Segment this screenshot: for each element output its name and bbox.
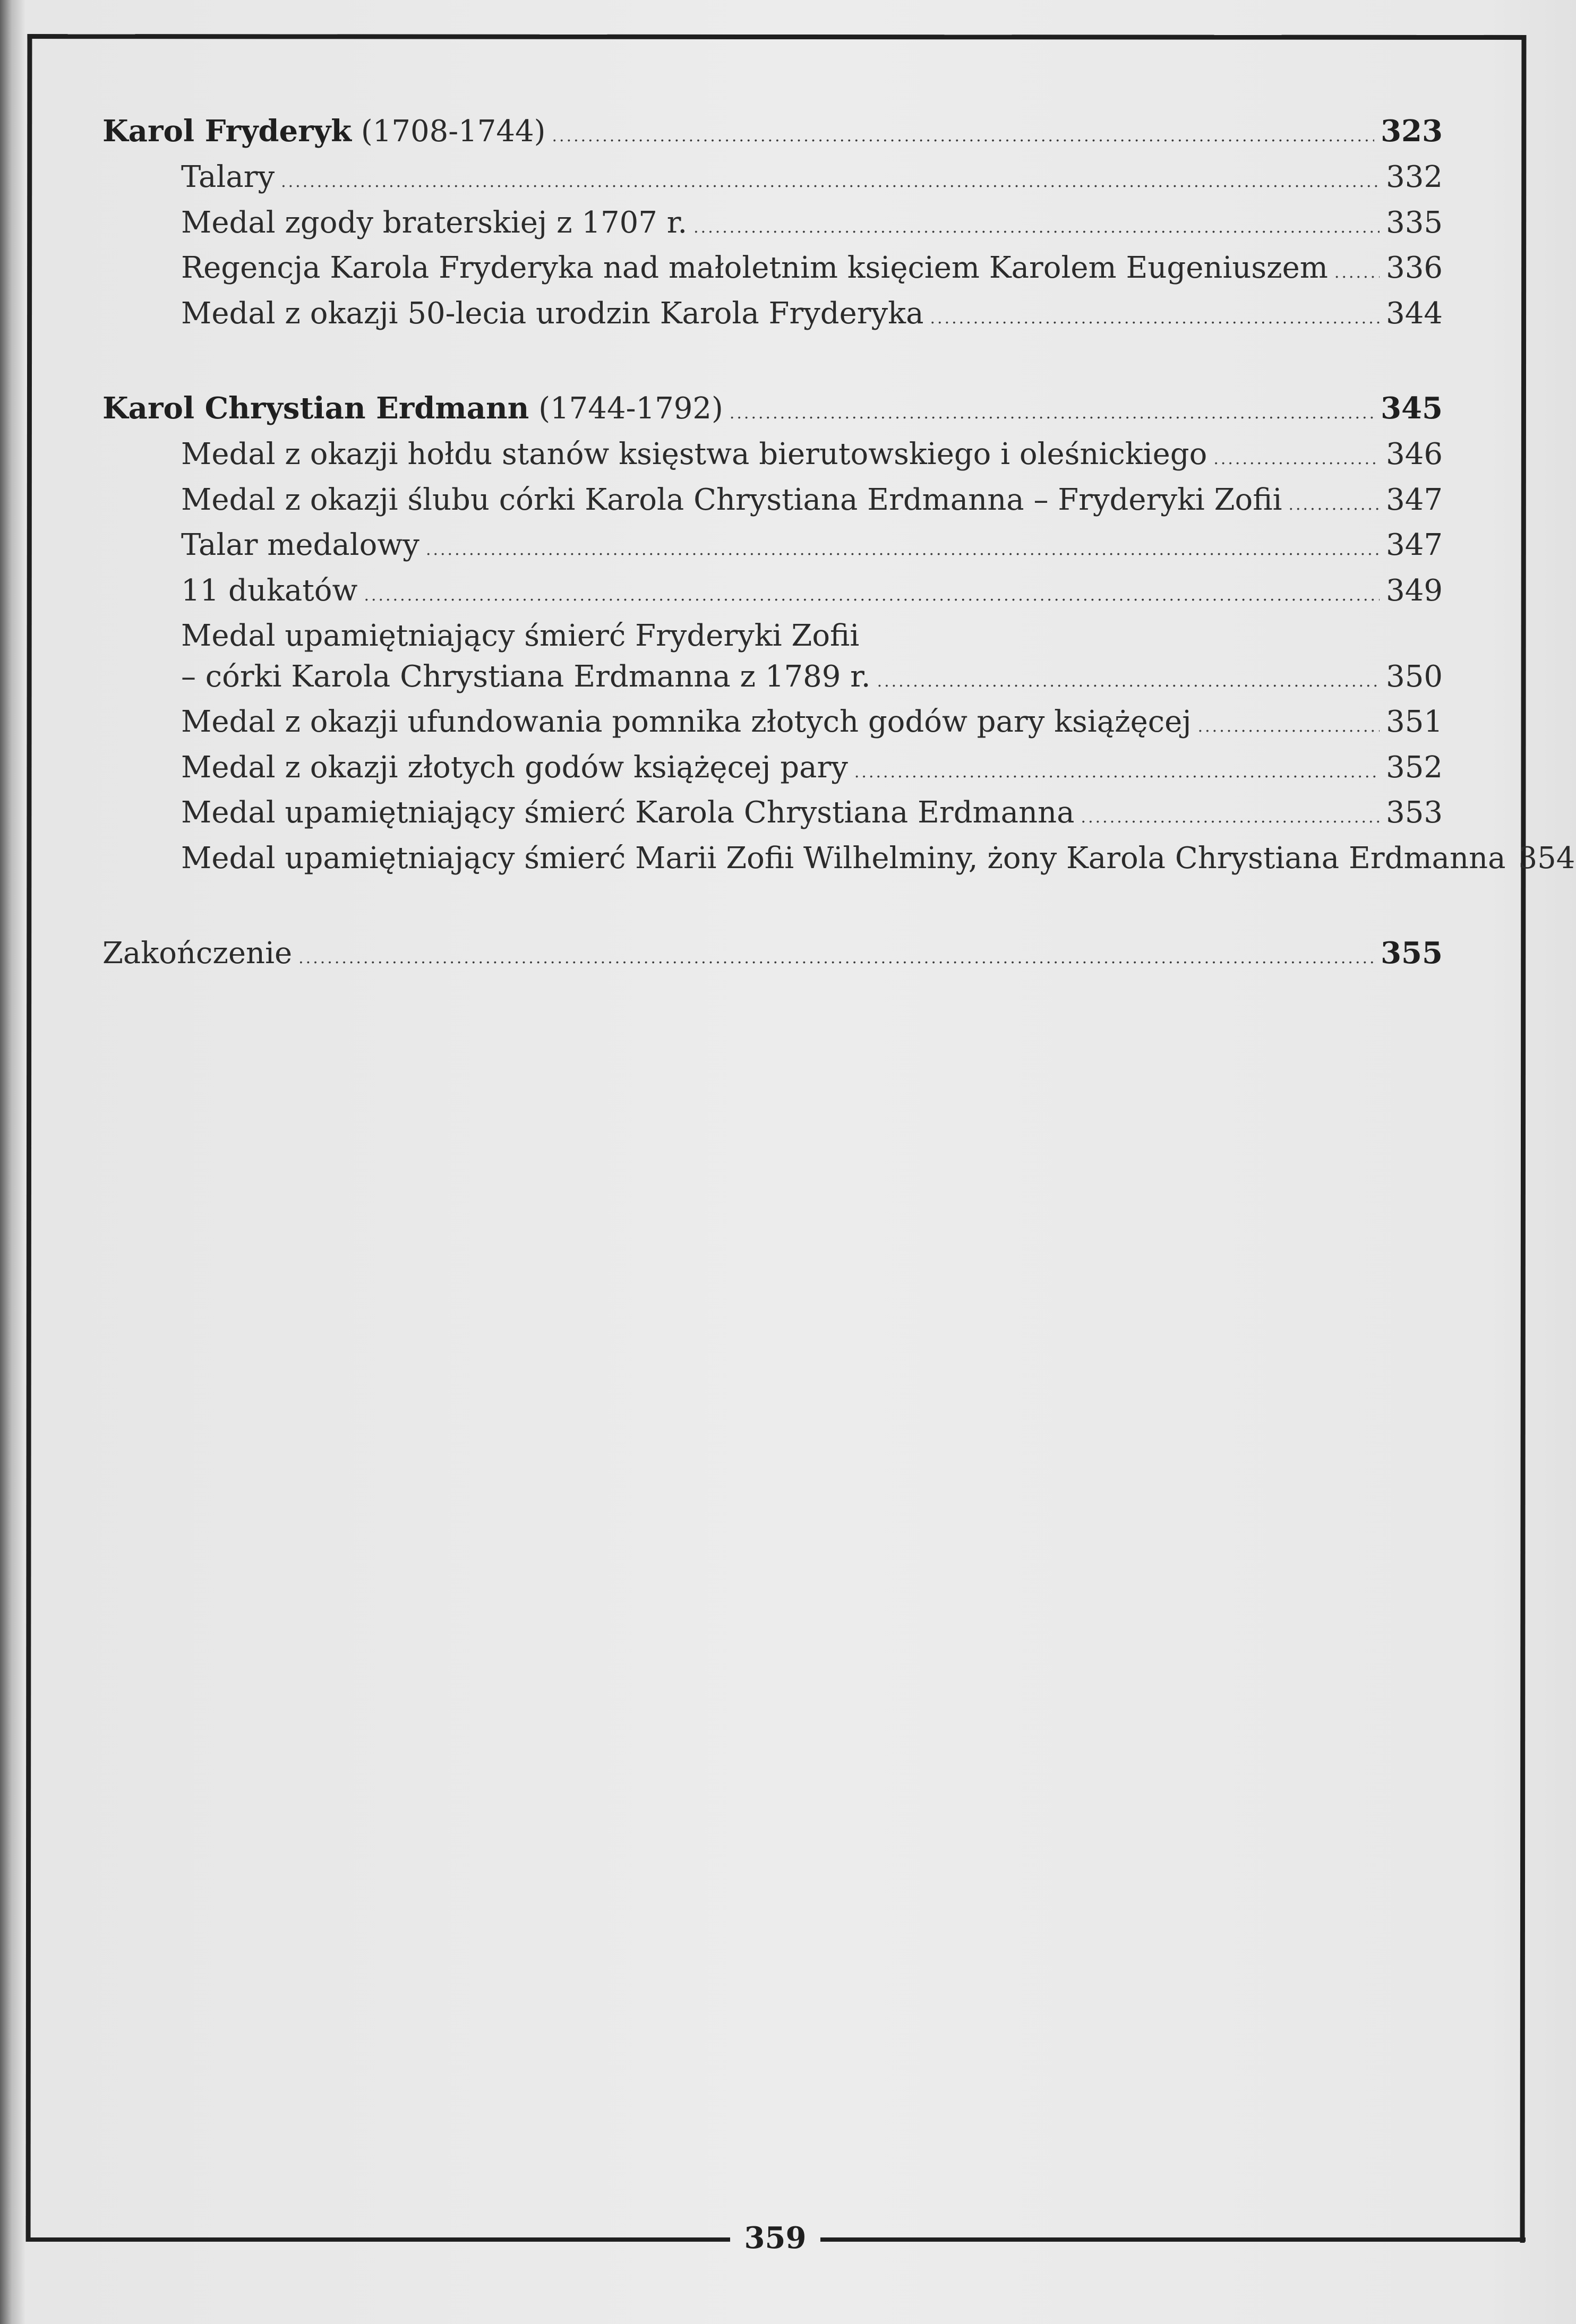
dot-leader — [693, 208, 1380, 248]
toc-entry-title-continuation: – córki Karola Chrystiana Erdmanna z 1789 r. — [181, 659, 871, 694]
toc-heading-page: 345 — [1381, 391, 1443, 426]
page-number: 359 — [744, 2220, 807, 2256]
toc-entry-title: Talary — [181, 160, 275, 194]
toc-entry-row[interactable] — [102, 294, 1443, 339]
toc-entry-page: 344 — [1386, 296, 1443, 331]
toc-section-karol-fryderyk — [102, 110, 1443, 339]
toc-entry-row-first-line[interactable] — [102, 616, 1443, 657]
toc-entry-title: Medal z okazji ufundowania pomnika złotych godów pary książęcej — [181, 705, 1192, 739]
bottom-rule-right — [820, 2237, 1526, 2242]
dot-leader — [426, 530, 1380, 571]
toc-entry-title: 11 dukatów — [181, 573, 358, 608]
toc-entry-page: 352 — [1386, 750, 1443, 785]
toc-entry-page: 347 — [1386, 482, 1443, 517]
toc-entry-row[interactable] — [102, 793, 1443, 838]
toc-entry-page: 353 — [1386, 795, 1443, 830]
toc-entry-row[interactable] — [102, 525, 1443, 571]
toc-heading-years: (1708-1744) — [361, 114, 546, 149]
toc-entry-row[interactable] — [102, 748, 1443, 793]
toc-heading-title — [102, 110, 546, 152]
toc-entry-title: Medal upamiętniający śmierć Marii Zofii Wilhelminy, żony Karola Chrystiana Erdmanna — [181, 841, 1506, 876]
toc-entry-page: 351 — [1386, 705, 1443, 739]
dot-leader — [1334, 253, 1380, 294]
toc-entry-title: Medal zgody braterskiej z 1707 r. — [181, 205, 688, 240]
toc-heading-row[interactable] — [102, 932, 1443, 979]
toc-entry-page: 335 — [1386, 205, 1443, 240]
dot-leader — [730, 393, 1374, 434]
dot-leader — [930, 298, 1380, 339]
toc-entry-page: 346 — [1386, 437, 1443, 471]
toc-entry-row[interactable] — [102, 480, 1443, 526]
toc-entry-row[interactable] — [102, 702, 1443, 748]
toc-section-karol-chrystian-erdmann — [102, 388, 1575, 884]
toc-entry-row[interactable] — [102, 157, 1443, 203]
toc-entry-title: Medal z okazji hołdu stanów księstwa bierutowskiego i oleśnickiego — [181, 437, 1207, 471]
dot-leader — [854, 752, 1380, 793]
toc-entry-page: 347 — [1386, 528, 1443, 562]
toc-entry-page: 332 — [1386, 160, 1443, 194]
toc-heading-page: 323 — [1381, 114, 1443, 149]
toc-entry-title: Medal upamiętniający śmierć Karola Chrystiana Erdmanna — [181, 795, 1075, 830]
toc-entry-title: Medal z okazji złotych godów książęcej pary — [181, 750, 848, 785]
dot-leader — [1213, 439, 1380, 480]
dot-leader — [877, 662, 1380, 702]
toc-heading-title — [102, 388, 723, 430]
toc-entry-title: Medal z okazji ślubu córki Karola Chrystiana Erdmanna – Fryderyki Zofii — [181, 482, 1282, 517]
bottom-rule-left — [27, 2237, 730, 2242]
toc-heading-name: Zakończenie — [102, 936, 293, 971]
dot-leader — [298, 938, 1374, 979]
dot-leader — [1081, 797, 1380, 838]
toc-entry-row[interactable] — [102, 248, 1443, 294]
toc-entry-row-continuation[interactable] — [102, 657, 1443, 702]
dot-leader — [281, 162, 1380, 203]
toc-section-zakonczenie — [102, 932, 1443, 979]
dot-leader — [364, 576, 1380, 616]
toc-entry-row[interactable] — [102, 434, 1443, 480]
toc-entry-title: Medal z okazji 50-lecia urodzin Karola Fryderyka — [181, 296, 924, 331]
dot-leader — [1288, 485, 1380, 526]
toc-heading-years: (1744-1792) — [538, 391, 723, 426]
dot-leader — [552, 116, 1375, 157]
toc-heading-row[interactable] — [102, 388, 1443, 434]
toc-entry-page: 354 — [1518, 841, 1575, 876]
table-of-contents — [102, 110, 1575, 1028]
toc-heading-name: Karol Chrystian Erdmann — [102, 391, 529, 426]
toc-heading-page: 355 — [1381, 936, 1443, 971]
toc-entry-title: Talar medalowy — [181, 528, 419, 562]
toc-entry-page: 336 — [1386, 251, 1443, 285]
toc-entry-title: Medal upamiętniający śmierć Fryderyki Zofii — [181, 619, 860, 653]
toc-entry-page: 350 — [1386, 659, 1443, 694]
toc-entry-row[interactable] — [102, 203, 1443, 248]
toc-heading-row[interactable] — [102, 110, 1443, 157]
toc-entry-row[interactable] — [102, 838, 1575, 884]
toc-entry-title: Regencja Karola Fryderyka nad małoletnim księciem Karolem Eugeniuszem — [181, 251, 1328, 285]
dot-leader — [1198, 707, 1380, 748]
toc-heading-name: Karol Fryderyk — [102, 114, 352, 149]
toc-entry-row[interactable] — [102, 571, 1443, 616]
toc-entry-page: 349 — [1386, 573, 1443, 608]
